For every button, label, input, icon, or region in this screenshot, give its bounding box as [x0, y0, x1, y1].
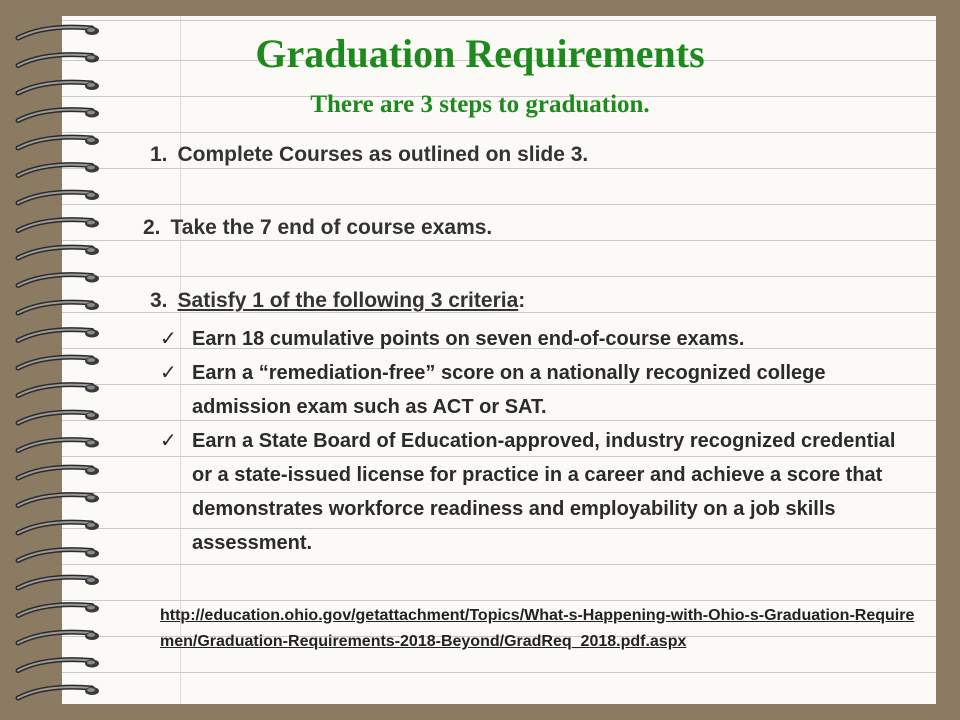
step-text: Take the 7 end of course exams. — [170, 216, 493, 239]
step-number: 2. — [143, 216, 161, 239]
step-suffix: : — [518, 289, 526, 312]
step-text: Satisfy 1 of the following 3 criteria — [177, 289, 519, 312]
criteria-item — [160, 356, 910, 424]
slide-title: Graduation Requirements — [255, 31, 705, 76]
step-1 — [150, 142, 588, 168]
step-number: 1. — [150, 143, 168, 166]
source-link[interactable]: http://education.ohio.gov/getattachment/Topics/What-s-Happening-with-Ohio-s-Graduation-Requiremen/Graduation-Requirements-2018-Beyond/GradReq_2018.pdf.aspx — [160, 607, 915, 650]
slide-subtitle: There are 3 steps to graduation. — [310, 91, 650, 118]
criteria-item — [160, 322, 910, 356]
criteria-text: Earn 18 cumulative points on seven end-of-course exams. — [192, 328, 745, 350]
criteria-item — [160, 424, 910, 560]
step-number: 3. — [150, 289, 168, 312]
checkmark-icon: ✓ — [160, 362, 177, 384]
step-2 — [143, 215, 492, 241]
checkmark-icon: ✓ — [160, 328, 177, 350]
criteria-text: Earn a State Board of Education-approved, industry recognized credential or a state-issued license for practice in a career and achieve a score that demonstrates workforce readiness and employability on a job skills assessment. — [192, 430, 896, 554]
step-text: Complete Courses as outlined on slide 3. — [177, 143, 589, 166]
step-3 — [150, 288, 525, 314]
checkmark-icon: ✓ — [160, 430, 177, 452]
criteria-list — [160, 322, 910, 560]
criteria-text: Earn a “remediation-free” score on a nationally recognized college admission exam such as ACT or SAT. — [192, 362, 826, 418]
